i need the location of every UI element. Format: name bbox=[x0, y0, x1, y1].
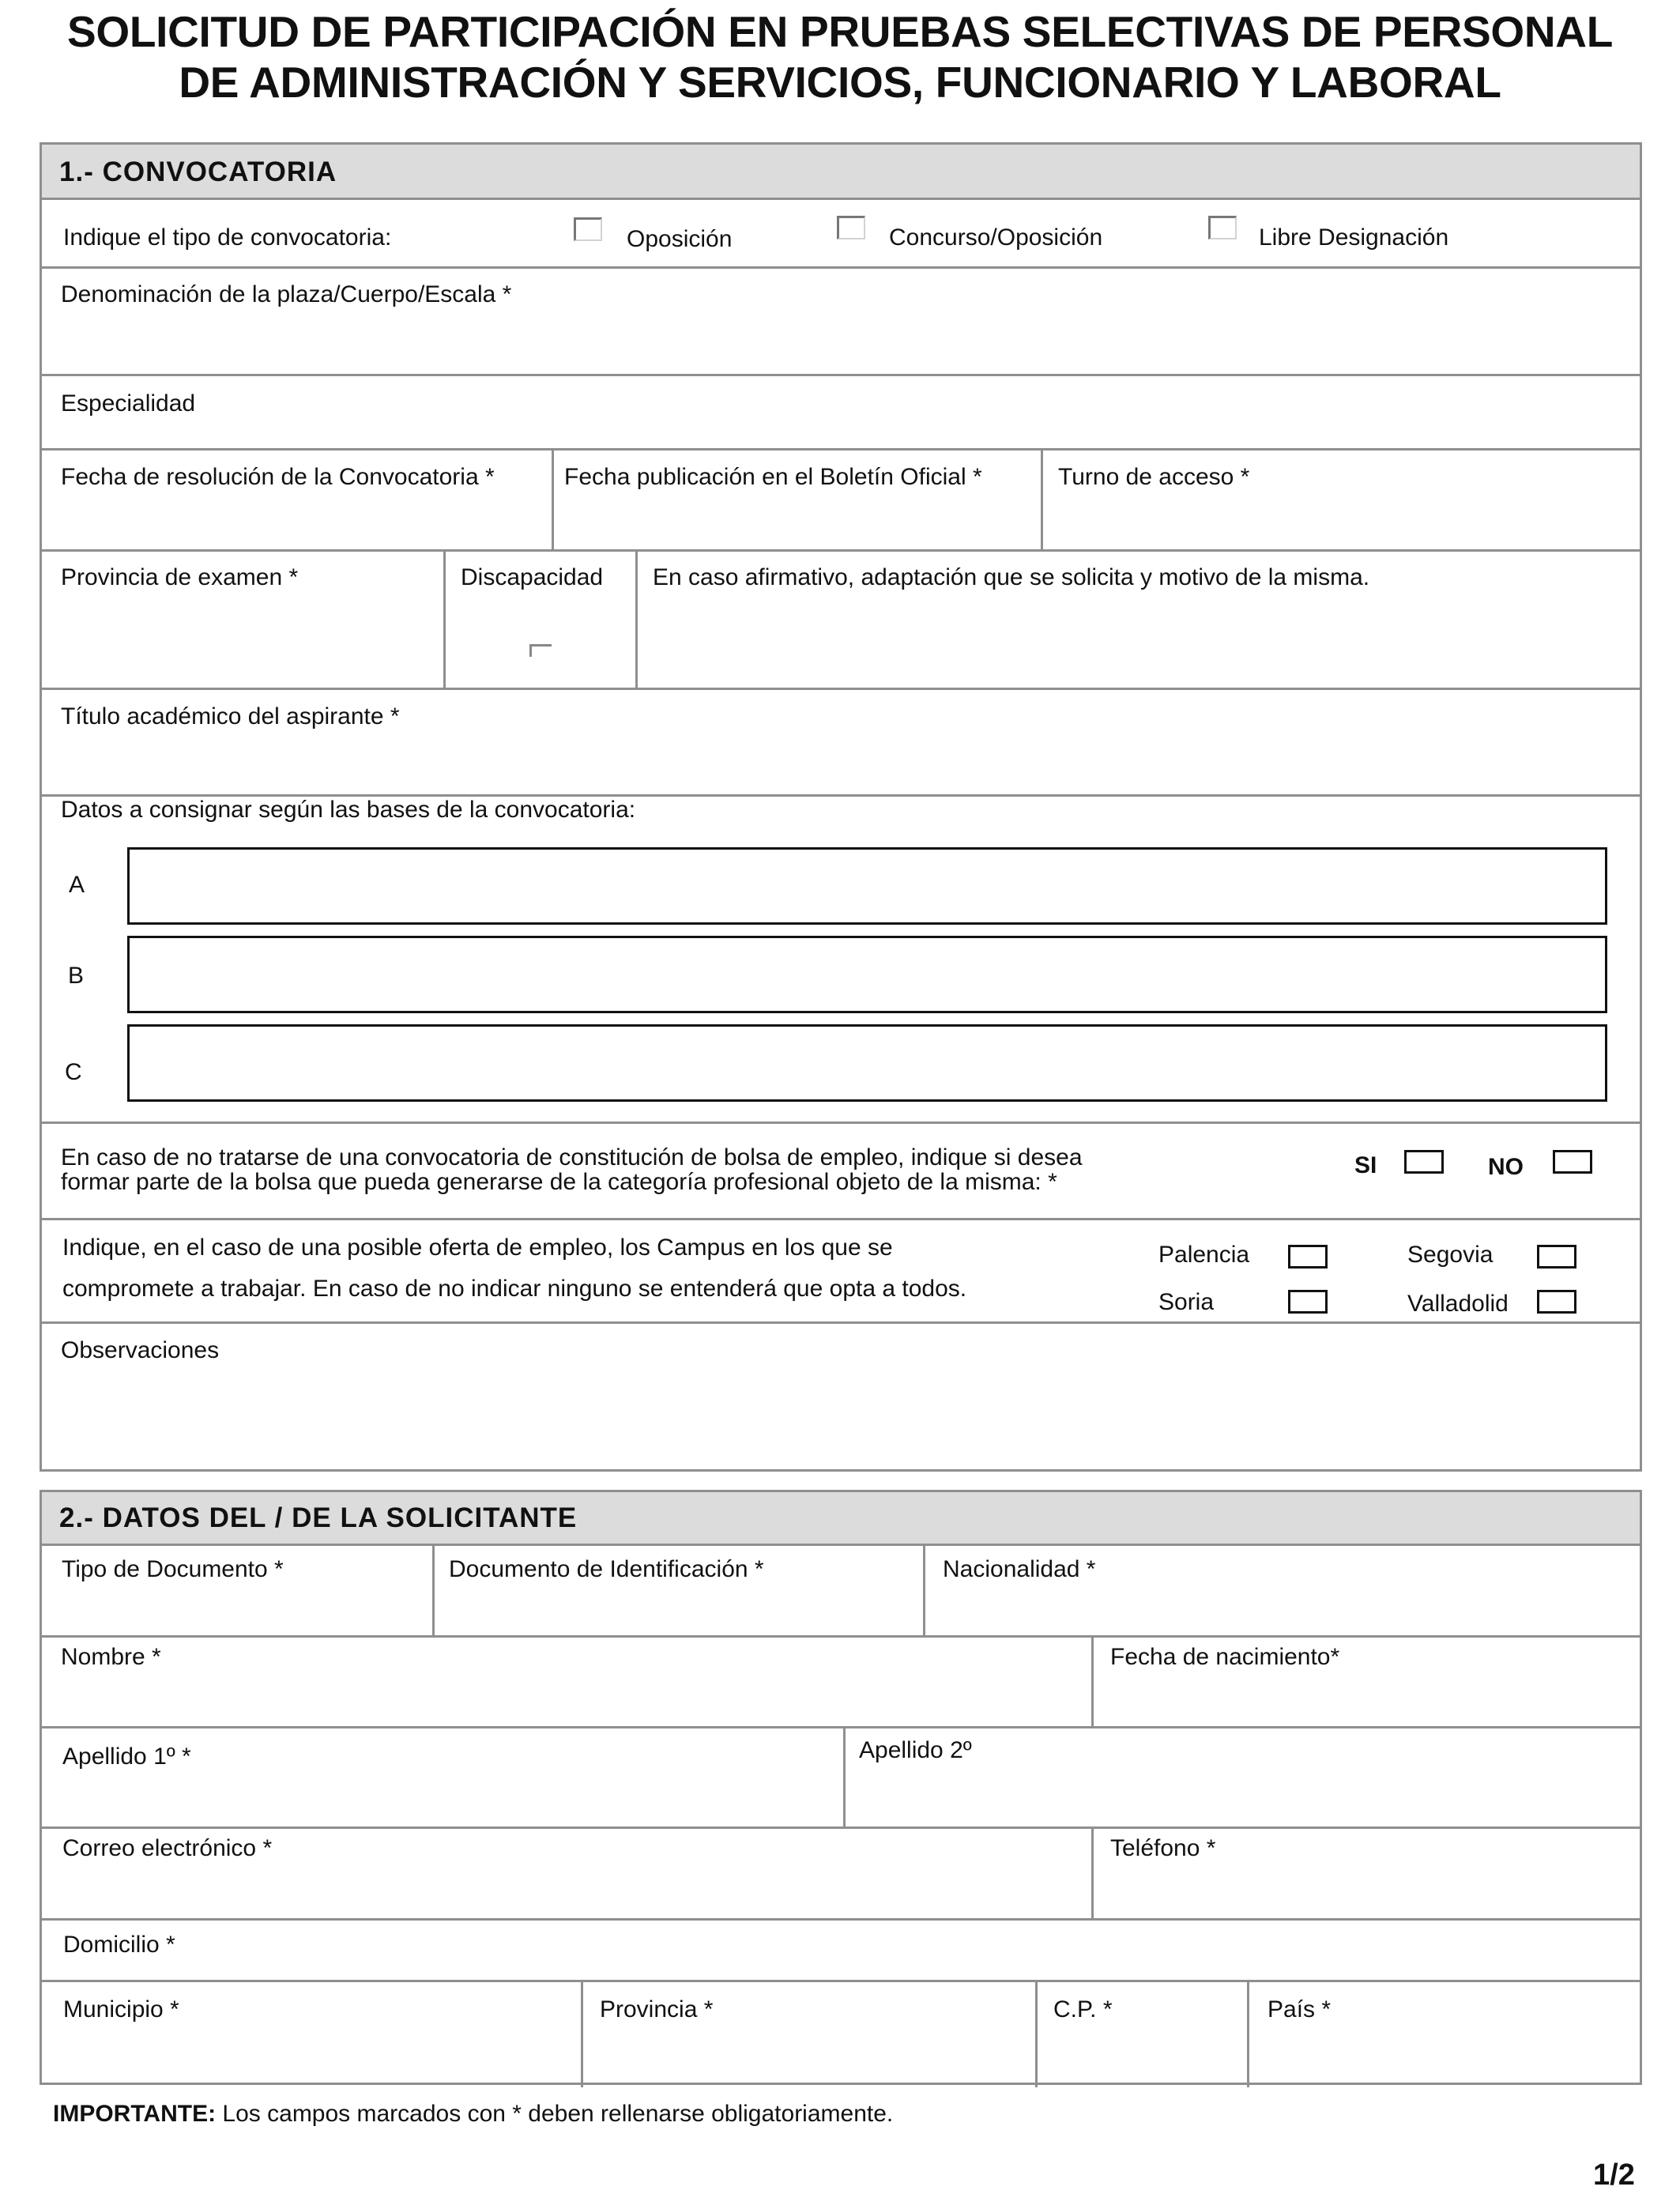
nombre-field[interactable]: Nombre * bbox=[61, 1644, 161, 1670]
provincia-field[interactable]: Provincia * bbox=[600, 1996, 714, 2022]
campus-question-line-2: compromete a trabajar. En caso de no indicar ninguno se entenderá que opta a todos. bbox=[62, 1276, 967, 1302]
campus-palencia-checkbox[interactable] bbox=[1288, 1245, 1328, 1269]
fecha-publicacion-field[interactable]: Fecha publicación en el Boletín Oficial * bbox=[564, 464, 982, 490]
telefono-field[interactable]: Teléfono * bbox=[1110, 1835, 1216, 1861]
discapacidad-checkbox[interactable] bbox=[529, 644, 552, 657]
importante-note bbox=[53, 2100, 893, 2128]
divider bbox=[843, 1726, 846, 1826]
divider bbox=[432, 1544, 435, 1635]
divider bbox=[1041, 448, 1043, 549]
concurso-oposicion-label: Concurso/Oposición bbox=[889, 224, 1103, 251]
divider bbox=[42, 1321, 1640, 1324]
campus-segovia-checkbox[interactable] bbox=[1537, 1245, 1576, 1269]
turno-acceso-field[interactable]: Turno de acceso * bbox=[1058, 464, 1250, 490]
nacionalidad-field[interactable]: Nacionalidad * bbox=[943, 1556, 1096, 1582]
importante-label: IMPORTANTE: bbox=[53, 2101, 217, 2127]
tipo-documento-field[interactable]: Tipo de Documento * bbox=[62, 1556, 284, 1582]
divider bbox=[1091, 1635, 1094, 1726]
campus-soria-label: Soria bbox=[1158, 1289, 1215, 1315]
divider bbox=[42, 1918, 1640, 1921]
fecha-nacimiento-field[interactable]: Fecha de nacimiento* bbox=[1110, 1644, 1340, 1670]
fecha-resolucion-field[interactable]: Fecha de resolución de la Convocatoria * bbox=[61, 464, 495, 490]
divider bbox=[581, 1980, 583, 2087]
divider bbox=[42, 266, 1640, 269]
concurso-oposicion-checkbox[interactable] bbox=[837, 216, 865, 239]
divider bbox=[42, 448, 1640, 450]
bolsa-question-line-1: En caso de no tratarse de una convocatoria de constitución de bolsa de empleo, indique si desea bbox=[61, 1144, 1083, 1171]
especialidad-field[interactable]: Especialidad bbox=[61, 390, 196, 417]
tipo-convocatoria-label: Indique el tipo de convocatoria: bbox=[63, 224, 392, 251]
bolsa-si-label: SI bbox=[1354, 1152, 1377, 1178]
divider bbox=[42, 549, 1640, 552]
provincia-examen-field[interactable]: Provincia de examen * bbox=[61, 564, 299, 590]
divider bbox=[635, 549, 638, 688]
libre-designacion-checkbox[interactable] bbox=[1208, 216, 1237, 239]
section-convocatoria bbox=[40, 142, 1642, 1472]
oposicion-checkbox[interactable] bbox=[574, 217, 602, 241]
divider bbox=[1035, 1980, 1038, 2087]
campus-valladolid-label: Valladolid bbox=[1407, 1291, 1509, 1317]
documento-identificacion-field[interactable]: Documento de Identificación * bbox=[449, 1556, 764, 1582]
campus-palencia-label: Palencia bbox=[1158, 1242, 1250, 1268]
divider bbox=[42, 1726, 1640, 1728]
section-2-header: 2.- DATOS DEL / DE LA SOLICITANTE bbox=[42, 1492, 1640, 1546]
datos-b-input[interactable] bbox=[127, 936, 1607, 1013]
divider bbox=[42, 1122, 1640, 1124]
domicilio-field[interactable]: Domicilio * bbox=[63, 1932, 175, 1958]
libre-designacion-label: Libre Designación bbox=[1259, 224, 1449, 251]
datos-c-input[interactable] bbox=[127, 1024, 1607, 1102]
divider bbox=[42, 1980, 1640, 1982]
datos-letter-b: B bbox=[68, 963, 85, 989]
divider bbox=[552, 448, 554, 549]
divider bbox=[1247, 1980, 1249, 2087]
bolsa-question-line-2: formar parte de la bolsa que pueda generarse de la categoría profesional objeto de la misma: * bbox=[61, 1169, 1057, 1195]
pais-field[interactable]: País * bbox=[1268, 1996, 1332, 2022]
form-title-line-2: DE ADMINISTRACIÓN Y SERVICIOS, FUNCIONARIO Y LABORAL bbox=[179, 58, 1501, 107]
form-title bbox=[0, 6, 1680, 107]
apellido-2-field[interactable]: Apellido 2º bbox=[859, 1737, 972, 1763]
section-1-header: 1.- CONVOCATORIA bbox=[42, 145, 1640, 200]
divider bbox=[923, 1544, 925, 1635]
form-title-line-1: SOLICITUD DE PARTICIPACIÓN EN PRUEBAS SELECTIVAS DE PERSONAL bbox=[66, 7, 1614, 56]
titulo-academico-field[interactable]: Título académico del aspirante * bbox=[61, 703, 400, 729]
divider bbox=[42, 1826, 1640, 1829]
adaptacion-field[interactable]: En caso afirmativo, adaptación que se solicita y motivo de la misma. bbox=[653, 564, 1370, 590]
divider bbox=[42, 1218, 1640, 1220]
divider bbox=[443, 549, 446, 688]
divider bbox=[42, 374, 1640, 376]
divider bbox=[1091, 1826, 1094, 1918]
divider bbox=[42, 688, 1640, 690]
section-datos-solicitante bbox=[40, 1490, 1642, 2085]
apellido-1-field[interactable]: Apellido 1º * bbox=[62, 1744, 191, 1770]
importante-text: Los campos marcados con * deben rellenarse obligatoriamente. bbox=[216, 2101, 894, 2127]
bolsa-no-checkbox[interactable] bbox=[1553, 1150, 1592, 1174]
denominacion-field[interactable]: Denominación de la plaza/Cuerpo/Escala * bbox=[61, 281, 512, 307]
page-number: 1/2 bbox=[1593, 2158, 1635, 2192]
observaciones-field[interactable]: Observaciones bbox=[61, 1337, 220, 1363]
campus-valladolid-checkbox[interactable] bbox=[1537, 1290, 1576, 1314]
campus-question-line-1: Indique, en el caso de una posible oferta de empleo, los Campus en los que se bbox=[62, 1235, 893, 1261]
discapacidad-label: Discapacidad bbox=[461, 564, 604, 590]
campus-soria-checkbox[interactable] bbox=[1288, 1290, 1328, 1314]
correo-electronico-field[interactable]: Correo electrónico * bbox=[62, 1835, 273, 1861]
divider bbox=[42, 1635, 1640, 1638]
datos-a-input[interactable] bbox=[127, 847, 1607, 925]
oposicion-label: Oposición bbox=[627, 226, 733, 252]
bolsa-no-label: NO bbox=[1488, 1154, 1524, 1180]
datos-bases-label: Datos a consignar según las bases de la convocatoria: bbox=[61, 797, 636, 823]
datos-letter-c: C bbox=[65, 1059, 82, 1085]
bolsa-si-checkbox[interactable] bbox=[1404, 1150, 1444, 1174]
datos-letter-a: A bbox=[69, 872, 85, 898]
codigo-postal-field[interactable]: C.P. * bbox=[1053, 1996, 1113, 2022]
municipio-field[interactable]: Municipio * bbox=[63, 1996, 179, 2022]
campus-segovia-label: Segovia bbox=[1407, 1242, 1494, 1268]
